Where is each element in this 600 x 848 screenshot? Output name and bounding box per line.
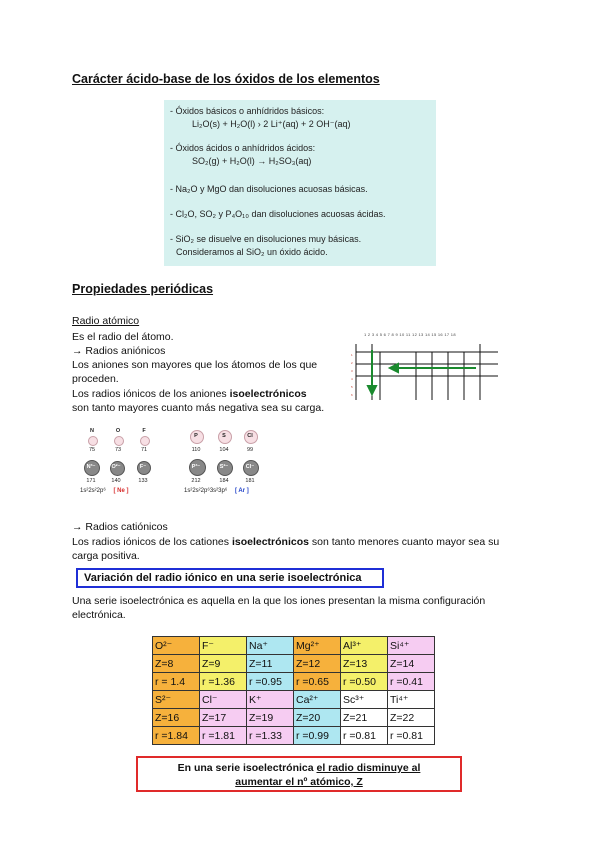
- iso-table-body: [153, 637, 435, 745]
- iso-definition-line2: electrónica.: [72, 609, 126, 621]
- conclusion-text-c: aumentar el nº atómico, Z: [235, 776, 363, 788]
- table-cell-z: Z=20: [294, 709, 341, 727]
- table-cell-z: Z=16: [153, 709, 200, 727]
- table-cell-z: Z=19: [247, 709, 294, 727]
- anionic-radii-heading: → Radios aniónicos: [72, 345, 166, 357]
- cation-iso-text: Los radios iónicos de los cationes: [72, 536, 232, 548]
- table-cell-z: Z=11: [247, 655, 294, 673]
- atom-value-o: 73: [114, 447, 122, 453]
- basic-oxide-equation: Li₂O(s) + H₂O(l) › 2 Li⁺(aq) + 2 OH⁻(aq): [192, 119, 351, 129]
- argon-config-text: 1s²2s²2p⁶3s²3p⁶: [184, 488, 228, 494]
- table-cell-r: r =0.95: [247, 673, 294, 691]
- acid-oxides-heading: - Óxidos ácidos o anhídridos ácidos:: [170, 143, 316, 153]
- table-cell-r: r =0.65: [294, 673, 341, 691]
- svg-text:6: 6: [351, 393, 353, 397]
- table-cell-r: r =0.41: [388, 673, 435, 691]
- section-title-oxides: Carácter ácido-base de los óxidos de los elementos: [72, 72, 380, 86]
- oxides-summary-box: [164, 100, 436, 266]
- left-arrowhead: [390, 364, 398, 372]
- ion-value-s2: 184: [219, 478, 229, 484]
- table-cell-r: r = 1.4: [153, 673, 200, 691]
- table-cell-ion: Cl⁻: [200, 691, 247, 709]
- ion-value-cl: 181: [245, 478, 255, 484]
- atom-value-p: 110: [191, 447, 201, 453]
- atom-value-s: 104: [219, 447, 229, 453]
- radius-definition: Es el radio del átomo.: [72, 331, 174, 343]
- ion-label-cl: Cl⁻: [245, 464, 255, 470]
- table-cell-z: Z=13: [341, 655, 388, 673]
- ion-label-n3: N³⁻: [86, 464, 96, 470]
- cation-iso-line1: [72, 535, 499, 549]
- ion-value-o2: 140: [111, 478, 121, 484]
- table-cell-z: Z=12: [294, 655, 341, 673]
- atom-label-o: O: [115, 428, 121, 434]
- svg-text:1: 1: [351, 353, 353, 357]
- table-cell-ion: Si⁴⁺: [388, 637, 435, 655]
- ion-label-f: F⁻: [139, 464, 147, 470]
- ion-value-p3: 212: [191, 478, 201, 484]
- basic-oxides-heading: - Óxidos básicos o anhídridos básicos:: [170, 106, 325, 116]
- conclusion-box: [136, 756, 462, 792]
- isoelectronic-table: [152, 636, 435, 745]
- table-row: [153, 691, 435, 709]
- ion-label-p3: P³⁻: [191, 464, 201, 470]
- acid-oxide-equation: SO₂(g) + H₂O(l) → H₂SO₃(aq): [192, 156, 312, 166]
- svg-text:5: 5: [351, 385, 353, 389]
- isoelectronic-title-box: Variación del radio iónico en una serie isoelectrónica: [76, 568, 384, 588]
- table-cell-ion: F⁻: [200, 637, 247, 655]
- down-arrowhead: [368, 386, 376, 394]
- trend-grid-svg: [350, 338, 500, 404]
- neon-config-text: 1s²2s²2p⁶: [80, 488, 106, 494]
- ion-value-f: 133: [138, 478, 148, 484]
- table-cell-ion: Al³⁺: [341, 637, 388, 655]
- table-cell-ion: Na⁺: [247, 637, 294, 655]
- table-cell-ion: Ca²⁺: [294, 691, 341, 709]
- atom-label-n: N: [90, 428, 94, 434]
- table-cell-ion: S²⁻: [153, 691, 200, 709]
- table-cell-r: r =1.84: [153, 727, 200, 745]
- periodic-trend-diagram: [350, 332, 500, 398]
- argon-config: [184, 488, 249, 494]
- table-row: [153, 637, 435, 655]
- table-cell-r: r =0.81: [341, 727, 388, 745]
- svg-text:2: 2: [351, 361, 353, 365]
- iso-definition-line1: Una serie isoelectrónica es aquella en la que los iones presentan la misma configuración: [72, 595, 486, 607]
- ionic-radius-figure: [80, 428, 280, 500]
- table-row: [153, 727, 435, 745]
- anion-iso-line1: [72, 387, 307, 401]
- table-cell-r: r =0.50: [341, 673, 388, 691]
- table-cell-r: r =0.99: [294, 727, 341, 745]
- table-row: [153, 673, 435, 691]
- atom-value-cl: 99: [246, 447, 254, 453]
- table-cell-ion: Mg²⁺: [294, 637, 341, 655]
- conclusion-text-a: En una serie isoelectrónica: [177, 762, 317, 774]
- svg-text:4: 4: [351, 377, 353, 381]
- table-cell-ion: O²⁻: [153, 637, 200, 655]
- atom-f-circle: [140, 436, 150, 446]
- table-cell-ion: K⁺: [247, 691, 294, 709]
- table-cell-z: Z=17: [200, 709, 247, 727]
- table-cell-ion: Ti⁴⁺: [388, 691, 435, 709]
- sio2-note: - SiO₂ se disuelve en disoluciones muy básicas.: [170, 234, 362, 244]
- group-numbers: 1 2 3 4 5 6 7 8 9 10 11 12 13 14 15 16 17 18: [364, 332, 456, 337]
- table-cell-z: Z=9: [200, 655, 247, 673]
- ion-label-o2: O²⁻: [111, 464, 121, 470]
- table-cell-z: Z=14: [388, 655, 435, 673]
- cationic-radii-heading: → Radios catiónicos: [72, 521, 168, 533]
- svg-text:3: 3: [351, 369, 353, 373]
- basic-solutions-note: - Na₂O y MgO dan disoluciones acuosas básicas.: [170, 184, 368, 194]
- anion-text-line1: Los aniones son mayores que los átomos de los que: [72, 359, 318, 371]
- ion-label-s2: S²⁻: [219, 464, 229, 470]
- atom-value-f: 71: [140, 447, 148, 453]
- table-cell-r: r =1.36: [200, 673, 247, 691]
- neon-noble-label: [ Ne ]: [113, 488, 129, 494]
- table-cell-z: Z=8: [153, 655, 200, 673]
- table-cell-r: r =1.81: [200, 727, 247, 745]
- table-row: [153, 709, 435, 727]
- subtitle-atomic-radius: Radio atómico: [72, 315, 140, 327]
- anion-iso-text: Los radios iónicos de los aniones: [72, 388, 230, 400]
- conclusion-text-b: el radio disminuye al: [316, 762, 421, 774]
- atom-label-f: F: [142, 428, 146, 434]
- table-cell-r: r =1.33: [247, 727, 294, 745]
- cation-iso-text2: son tanto menores cuanto mayor sea su: [308, 536, 500, 548]
- table-cell-z: Z=21: [341, 709, 388, 727]
- atom-label-cl: Cl: [247, 433, 253, 439]
- atom-value-n: 75: [88, 447, 96, 453]
- atom-label-s: S: [222, 433, 226, 439]
- table-cell-z: Z=22: [388, 709, 435, 727]
- table-cell-r: r =0.81: [388, 727, 435, 745]
- neon-config: [80, 488, 129, 494]
- atom-o-circle: [114, 436, 124, 446]
- argon-noble-label: [ Ar ]: [234, 488, 249, 494]
- anion-iso-bold: isoelectrónicos: [229, 388, 307, 400]
- anion-text-line2: proceden.: [72, 373, 119, 385]
- cation-iso-bold: isoelectrónicos: [231, 536, 309, 548]
- table-cell-ion: Sc³⁺: [341, 691, 388, 709]
- section-title-periodic: Propiedades periódicas: [72, 282, 214, 296]
- sio2-acid-note: Consideramos al SiO₂ un óxido ácido.: [176, 247, 328, 257]
- acid-solutions-note: - Cl₂O, SO₂ y P₄O₁₀ dan disoluciones acuosas ácidas.: [170, 209, 386, 219]
- table-row: [153, 655, 435, 673]
- cation-iso-line2: carga positiva.: [72, 550, 140, 562]
- ion-value-n3: 171: [86, 478, 96, 484]
- anion-iso-line2: son tanto mayores cuanto más negativa sea su carga.: [72, 402, 325, 414]
- atom-n-circle: [88, 436, 98, 446]
- atom-label-p: P: [194, 433, 198, 439]
